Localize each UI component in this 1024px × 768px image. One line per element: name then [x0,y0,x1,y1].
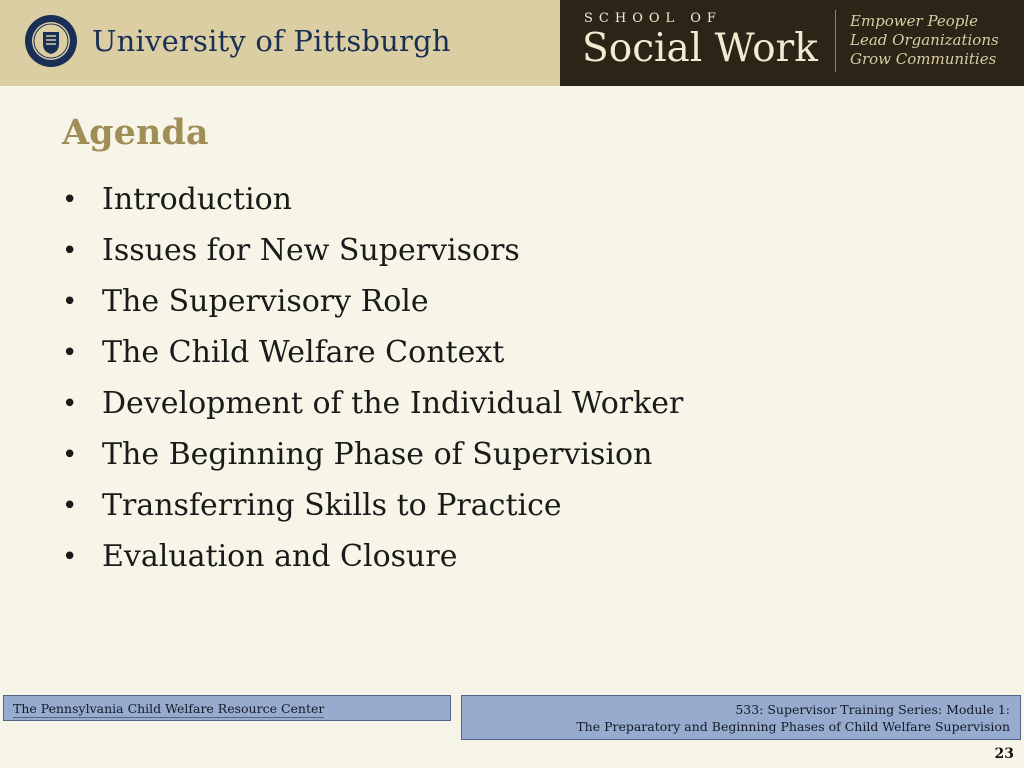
agenda-item [62,484,683,535]
agenda-item [62,382,683,433]
slide-title: Agenda [62,112,209,153]
tagline-3: Grow Communities [850,50,997,68]
agenda-item-label: Issues for New Supervisors [102,233,520,268]
school-header [560,0,1024,86]
bullet-icon: • [62,542,78,572]
footer-organization-link[interactable]: The Pennsylvania Child Welfare Resource Center [13,701,325,716]
footer-organization-box [3,695,451,721]
bullet-icon: • [62,236,78,266]
agenda-item-label: Development of the Individual Worker [102,386,684,421]
footer-course-subtitle: The Preparatory and Beginning Phases of Child Welfare Supervision [576,719,1010,734]
agenda-item [62,331,683,382]
agenda-item-label: Evaluation and Closure [102,539,458,574]
bullet-icon: • [62,440,78,470]
university-name: University of Pittsburgh [92,24,451,58]
school-name: Social Work [582,26,818,71]
agenda-item [62,178,683,229]
agenda-item [62,280,683,331]
footer-course-title: 533: Supervisor Training Series: Module 1: [735,702,1010,717]
bullet-icon: • [62,491,78,521]
school-of-label: SCHOOL OF [584,11,722,26]
agenda-item [62,229,683,280]
agenda-item-label: The Beginning Phase of Supervision [102,437,653,472]
agenda-item-label: The Child Welfare Context [102,335,505,370]
tagline-1: Empower People [850,12,979,30]
agenda-list [62,178,683,586]
agenda-item-label: The Supervisory Role [102,284,429,319]
footer-course-box [461,695,1021,740]
agenda-item-label: Introduction [102,182,292,217]
school-taglines [850,12,999,69]
bullet-icon: • [62,287,78,317]
bullet-icon: • [62,185,78,215]
bullet-icon: • [62,389,78,419]
page-number: 23 [994,746,1014,762]
tagline-2: Lead Organizations [850,31,999,49]
header-divider [835,10,836,72]
agenda-item [62,433,683,484]
agenda-item [62,535,683,586]
agenda-item-label: Transferring Skills to Practice [102,488,562,523]
bullet-icon: • [62,338,78,368]
university-seal-icon [24,14,78,68]
university-header [0,0,560,86]
